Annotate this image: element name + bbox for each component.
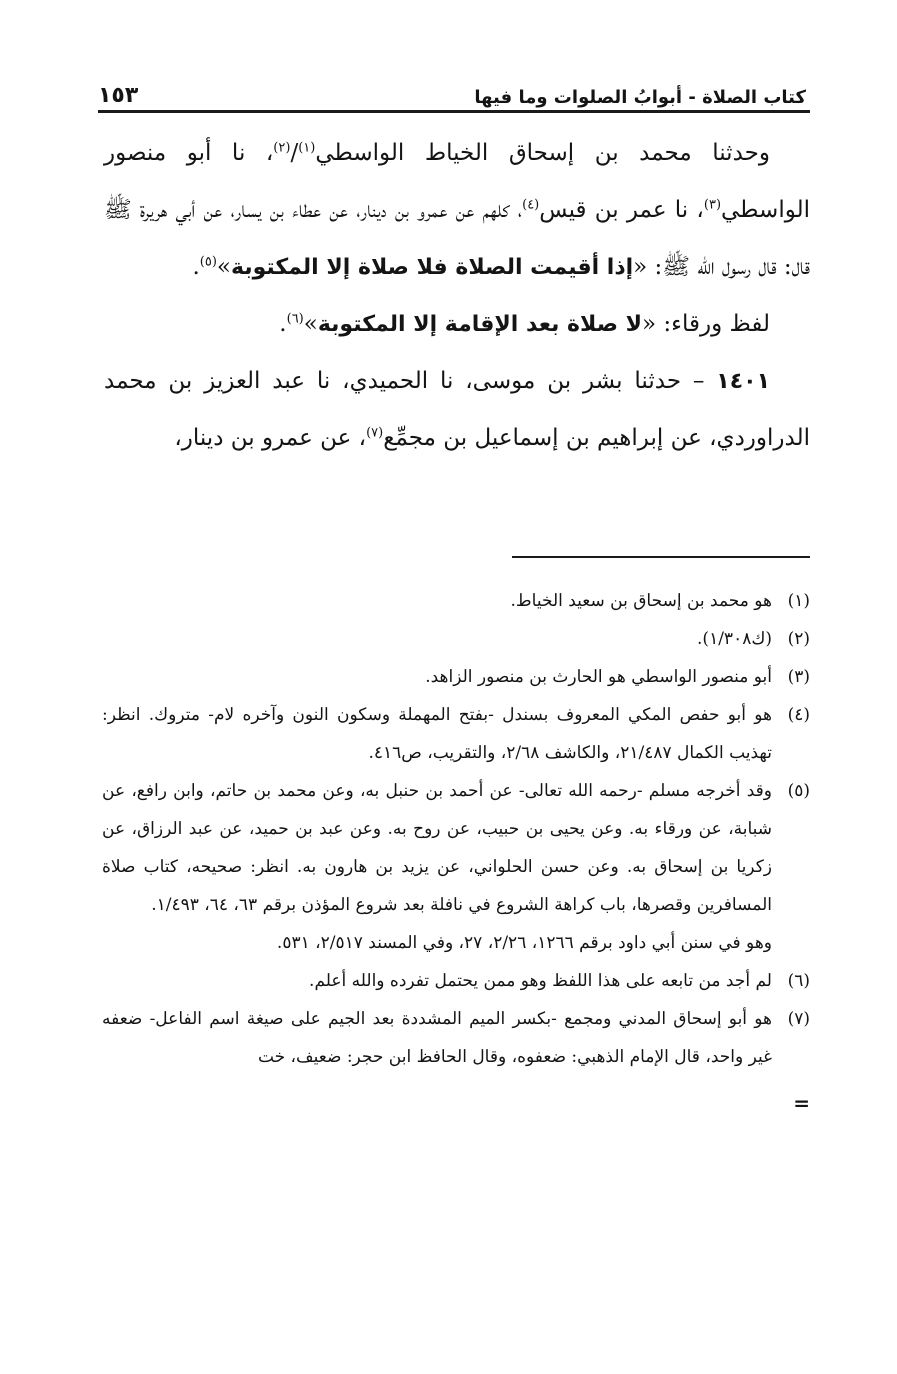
footnote xyxy=(102,772,810,924)
main-text xyxy=(104,125,810,467)
paragraph-variant xyxy=(104,296,810,353)
footnote-number: (٦) xyxy=(787,971,810,991)
text-run: لفظ ورقاء: « xyxy=(642,311,770,337)
footnote-number: (١) xyxy=(787,591,810,611)
footnote-ref: (٢) xyxy=(273,140,291,156)
text-run: . xyxy=(192,254,200,280)
footnotes xyxy=(102,582,810,1124)
footnote-number: (٥) xyxy=(787,781,810,801)
header-rule xyxy=(98,110,810,113)
footnote xyxy=(102,582,810,620)
continued-marker xyxy=(102,1084,810,1124)
text-run: – حدثنا بشر بن موسى، نا الحميدي، نا عبد العزيز بن محمد الدراوردي، عن إبراهيم بن إسماعيل بن مجمِّع xyxy=(104,368,810,451)
text-run: » xyxy=(303,311,318,337)
page-header xyxy=(98,72,806,108)
text-run: » xyxy=(216,254,231,280)
footnote-number: (٣) xyxy=(787,667,810,687)
footnote xyxy=(102,658,810,696)
footnote-text: أبو منصور الواسطي هو الحارث بن منصور الزاهد. xyxy=(425,667,772,687)
running-title: كتاب الصلاة - أبوابُ الصلوات وما فيها xyxy=(474,87,806,108)
continued-sign: = xyxy=(793,1091,810,1115)
footnote-ref: (٦) xyxy=(286,311,304,327)
footnote xyxy=(102,696,810,772)
paragraph-hadith-1401 xyxy=(104,353,810,467)
hadith-text: إذا أقيمت الصلاة فلا صلاة إلا المكتوبة xyxy=(231,255,634,280)
footnote-text: لم أجد من تابعه على هذا اللفظ وهو ممن يحتمل تفرده والله أعلم. xyxy=(309,971,772,991)
hadith-number: ١٤٠١ xyxy=(716,369,770,394)
footnote-text: وقد أخرجه مسلم -رحمه الله تعالى- عن أحمد بن حنبل به، وعن محمد بن حاتم، وابن رافع، عن شبابة، عن ورقاء به. وعن يحيى بن حبيب، عن روح به. وعن عبد بن حميد، عن عبد الرزاق، عن زكريا بن إسحاق به. وعن حسن الحلواني، عن يزيد بن هارون به. انظر: صحيحه، كتاب صلاة المسافرين وقصرها، باب كراهة الشروع في نافلة بعد شروع المؤذن برقم ٦٣، ٦٤، ١/٤٩٣. xyxy=(102,781,772,915)
text-run: ، كلهم عن عمرو بن دينار، عن عطاء بن يسار، عن أبي هريرة ﷺ قال: قال رسول الله ﷺ: « xyxy=(104,197,810,280)
footnote-number: (٤) xyxy=(787,705,810,725)
footnote xyxy=(102,962,810,1000)
text-run: ، نا أبو منصور الواسطي xyxy=(104,140,810,223)
text-run: . xyxy=(279,311,287,337)
footnote-separator xyxy=(512,556,810,558)
footnote-ref: (٥) xyxy=(199,254,217,270)
text-run: ، عن عمرو بن دينار، xyxy=(174,425,367,451)
footnote-number: (٢) xyxy=(787,629,810,649)
hadith-text: لا صلاة بعد الإقامة إلا المكتوبة xyxy=(317,312,643,337)
footnote-ref: (٤) xyxy=(522,197,540,213)
page-number: ١٥٣ xyxy=(98,83,139,108)
text-run: وحدثنا محمد بن إسحاق الخياط الواسطي xyxy=(315,140,770,166)
footnote-ref: (٣) xyxy=(703,197,722,213)
footnote xyxy=(102,1000,810,1076)
text-run: ، نا عمر بن قيس xyxy=(539,197,704,223)
text-run: / xyxy=(290,140,299,166)
paragraph-isnad xyxy=(104,125,810,296)
footnote-text: هو أبو حفص المكي المعروف بسندل -بفتح المهملة وسكون النون وآخره لام- متروك. انظر: تهذيب الكمال ٢١/٤٨٧، والكاشف ٢/٦٨، والتقريب، ص٤١٦. xyxy=(102,705,772,763)
footnote-text: هو محمد بن إسحاق بن سعيد الخياط. xyxy=(510,591,772,611)
footnote-number: (٧) xyxy=(787,1009,810,1029)
footnote-continuation: وهو في سنن أبي داود برقم ١٢٦٦، ٢/٢٦، ٢٧، وفي المسند ٢/٥١٧، ٥٣١. xyxy=(276,933,772,953)
footnote xyxy=(102,620,810,658)
footnote-ref: (١) xyxy=(298,140,316,156)
footnote-text: (ك١/٣٠٨). xyxy=(697,629,772,649)
footnote-text: هو أبو إسحاق المدني ومجمع -بكسر الميم المشددة بعد الجيم على صيغة اسم الفاعل- ضعفه غير واحد، قال الإمام الذهبي: ضعفوه، وقال الحافظ ابن حجر: ضعيف، خت xyxy=(102,1009,772,1067)
footnote-ref: (٧) xyxy=(366,425,384,441)
